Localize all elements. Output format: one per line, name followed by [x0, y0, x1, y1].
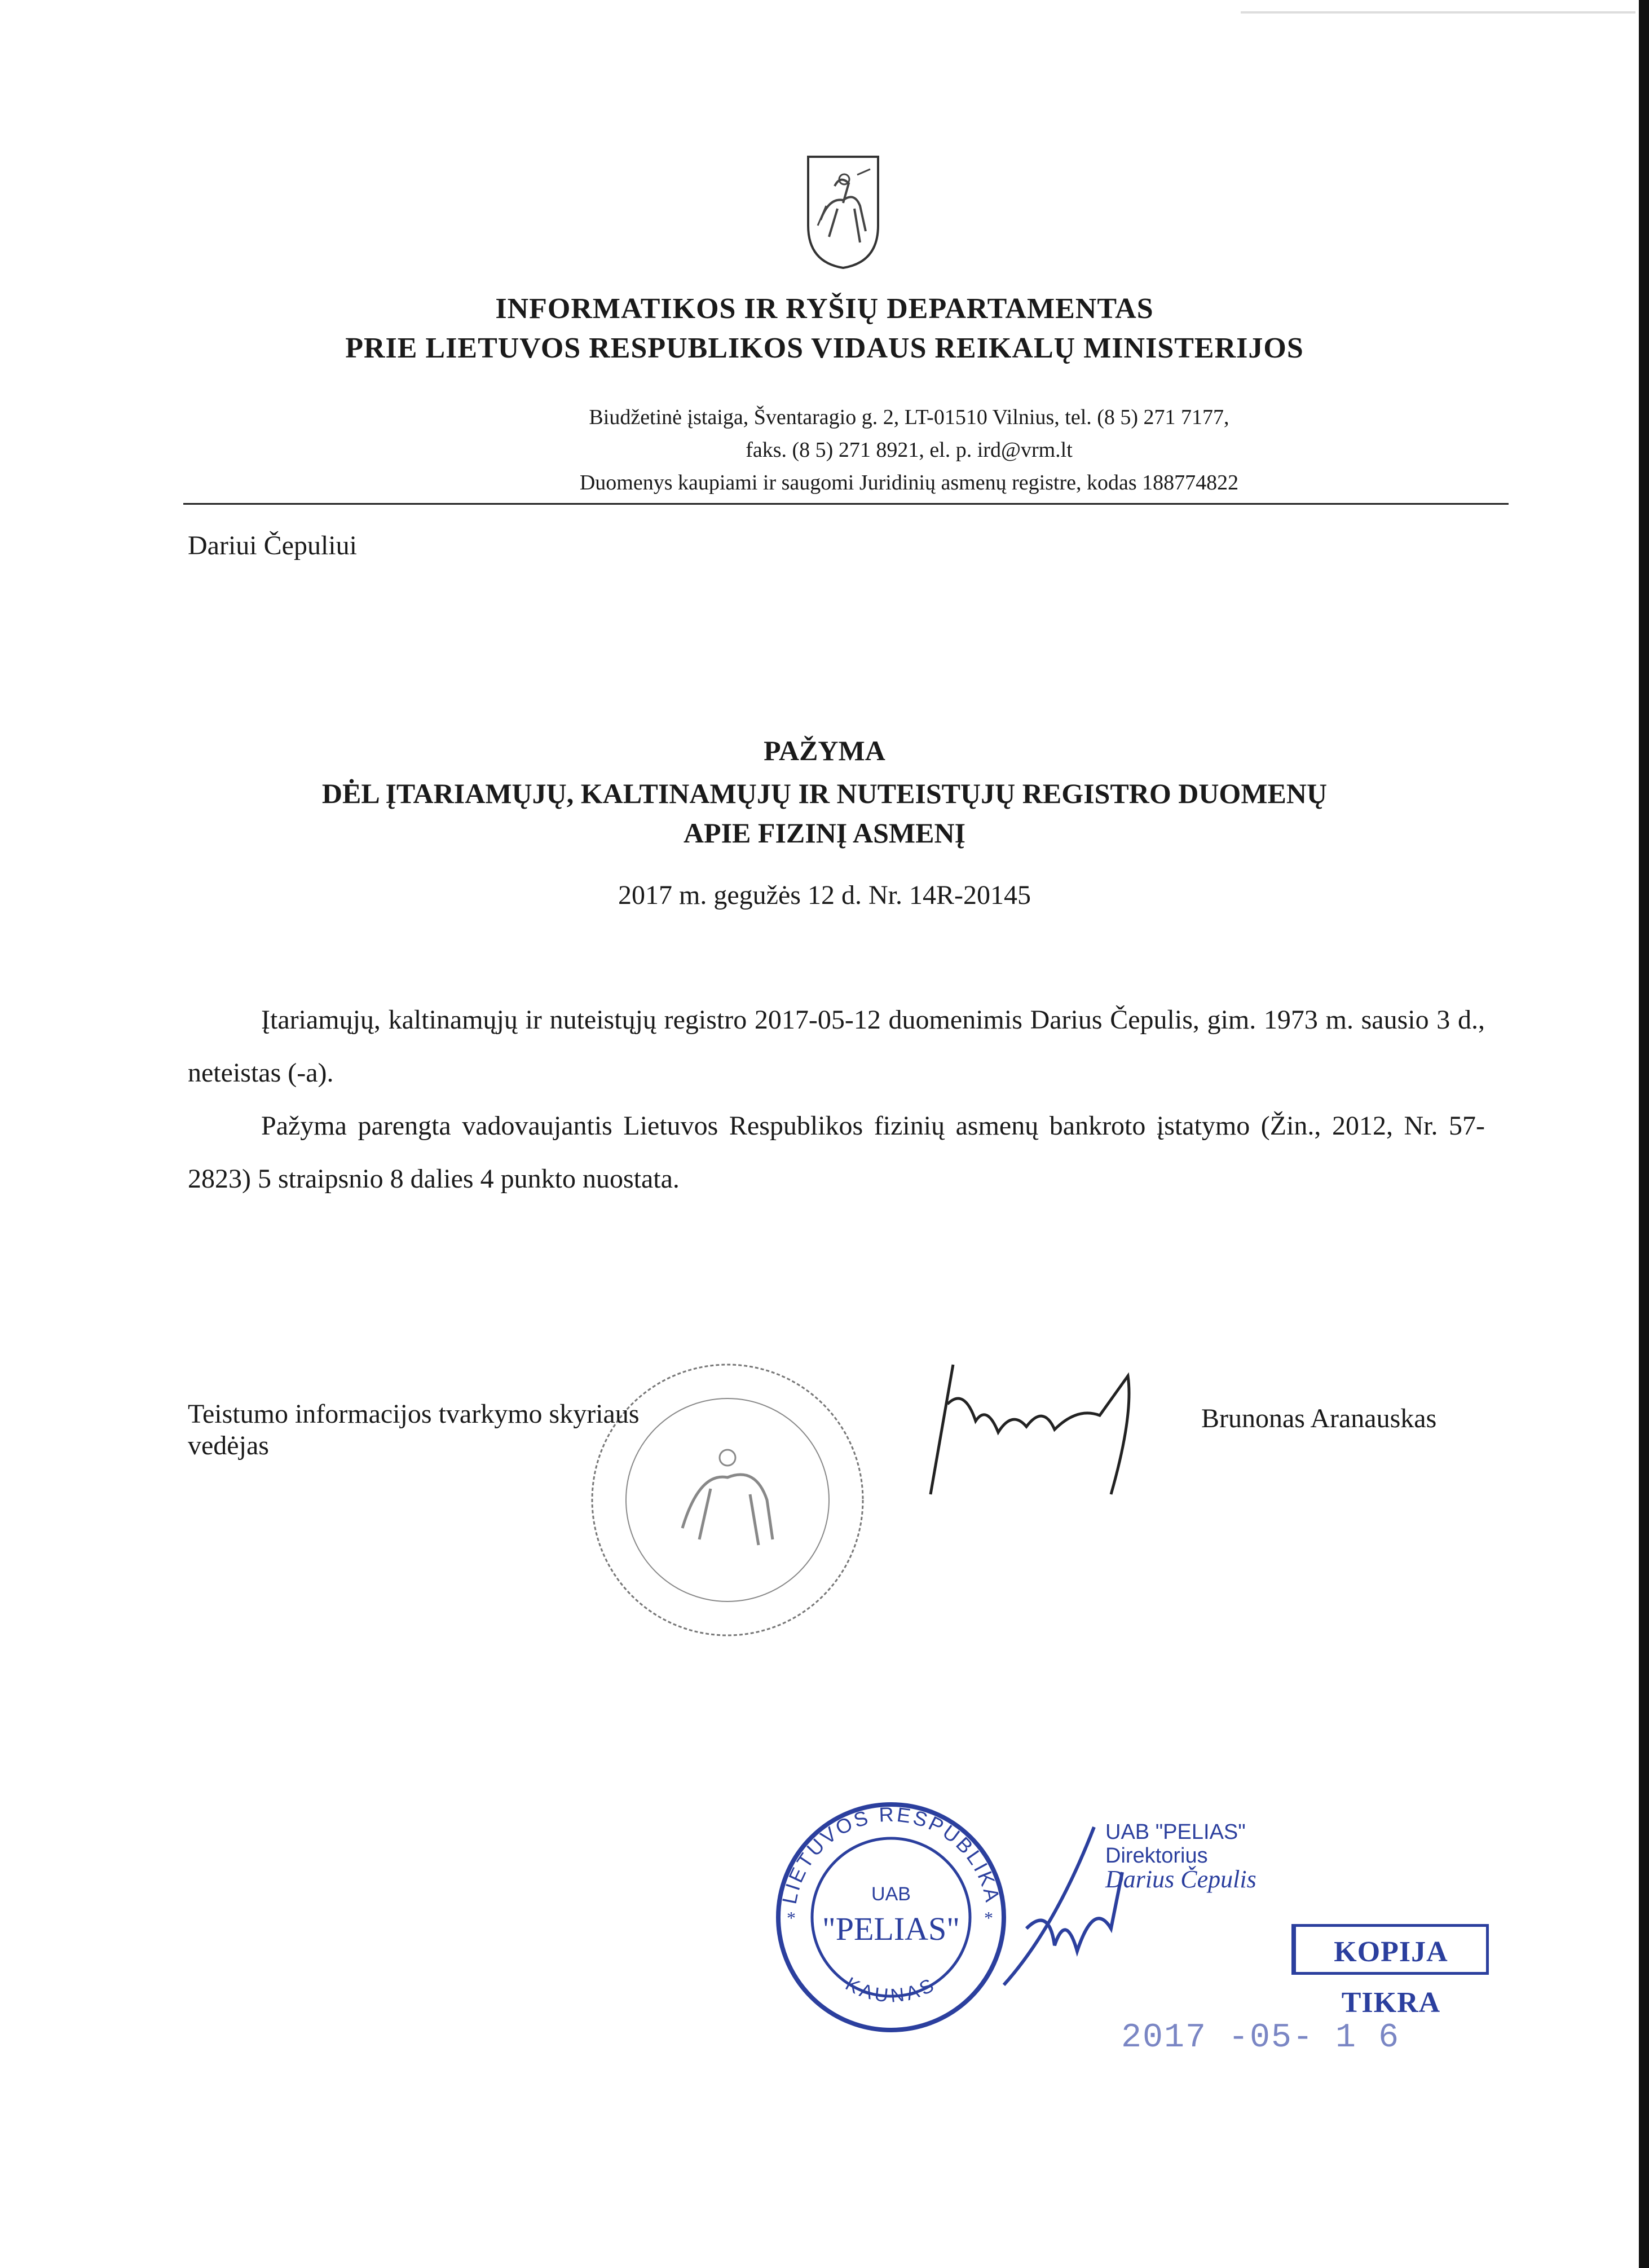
handwritten-signature	[914, 1353, 1229, 1511]
scan-artifact	[1241, 11, 1635, 14]
address-line: Biudžetinė įstaiga, Šventaragio g. 2, LT-01510 Vilnius, tel. (8 5) 271 7177,	[589, 405, 1229, 429]
true-copy-stamp: KOPIJA TIKRA	[1291, 1924, 1489, 1975]
document-subtitle: DĖL ĮTARIAMŲJŲ, KALTINAMŲJŲ IR NUTEISTŲJŲ REGISTRO DUOMENŲ	[321, 778, 1328, 809]
ministry-name: PRIE LIETUVOS RESPUBLIKOS VIDAUS REIKALŲ MINISTERIJOS	[345, 332, 1304, 364]
position-line: vedėjas	[188, 1431, 269, 1460]
position-line: Teistumo informacijos tvarkymo skyriaus	[188, 1399, 640, 1429]
svg-text:KAUNAS	[842, 1973, 940, 2007]
stamp-city-text: KAUNAS	[841, 1973, 941, 2007]
stamp-arc-text: LIETUVOS RESPUBLIKA	[777, 1802, 1005, 1906]
certifier-block	[1105, 1820, 1256, 1891]
certification-date: 2017 -05- 1 6	[1121, 2019, 1400, 2057]
stamp-uab: UAB	[871, 1883, 911, 1905]
signer-position	[188, 1398, 752, 1462]
body-paragraph: Pažyma parengta vadovaujantis Lietuvos Respublikos fizinių asmenų bankroto įstatymo (Žin., 2012, Nr. 57-2823) 5 straipsnio 8 dalies 4 punkto nuostata.	[188, 1111, 1485, 1194]
recipient: Dariui Čepuliui	[188, 531, 357, 561]
contact-line: faks. (8 5) 271 8921, el. p. ird@vrm.lt	[746, 438, 1073, 462]
document-title: PAŽYMA	[764, 735, 885, 766]
header-divider	[183, 503, 1509, 505]
document-date-number: 2017 m. gegužės 12 d. Nr. 14R-20145	[618, 880, 1031, 910]
department-name: INFORMATIKOS IR RYŠIŲ DEPARTAMENTAS	[495, 293, 1154, 325]
certifier-role: Direktorius	[1105, 1844, 1208, 1868]
body-paragraph: Įtariamųjų, kaltinamųjų ir nuteistųjų registro 2017-05-12 duomenimis Darius Čepulis, gim. 1973 m. sausio 3 d., neteistas (-a).	[188, 1005, 1485, 1088]
svg-text:*: *	[984, 1908, 993, 1928]
certifier-company: UAB "PELIAS"	[1105, 1820, 1246, 1844]
coat-of-arms-icon	[804, 152, 883, 271]
stamp-company-name: "PELIAS"	[822, 1910, 960, 1947]
registry-line: Duomenys kaupiami ir saugomi Juridinių asmenų registre, kodas 188774822	[579, 471, 1239, 495]
company-stamp	[773, 1799, 1009, 2036]
signer-name: Brunonas Aranauskas	[1201, 1404, 1437, 1433]
certifier-name: Darius Čepulis	[1105, 1865, 1256, 1893]
document-subtitle-2: APIE FIZINĮ ASMENĮ	[683, 817, 966, 849]
svg-text:*: *	[787, 1908, 796, 1928]
